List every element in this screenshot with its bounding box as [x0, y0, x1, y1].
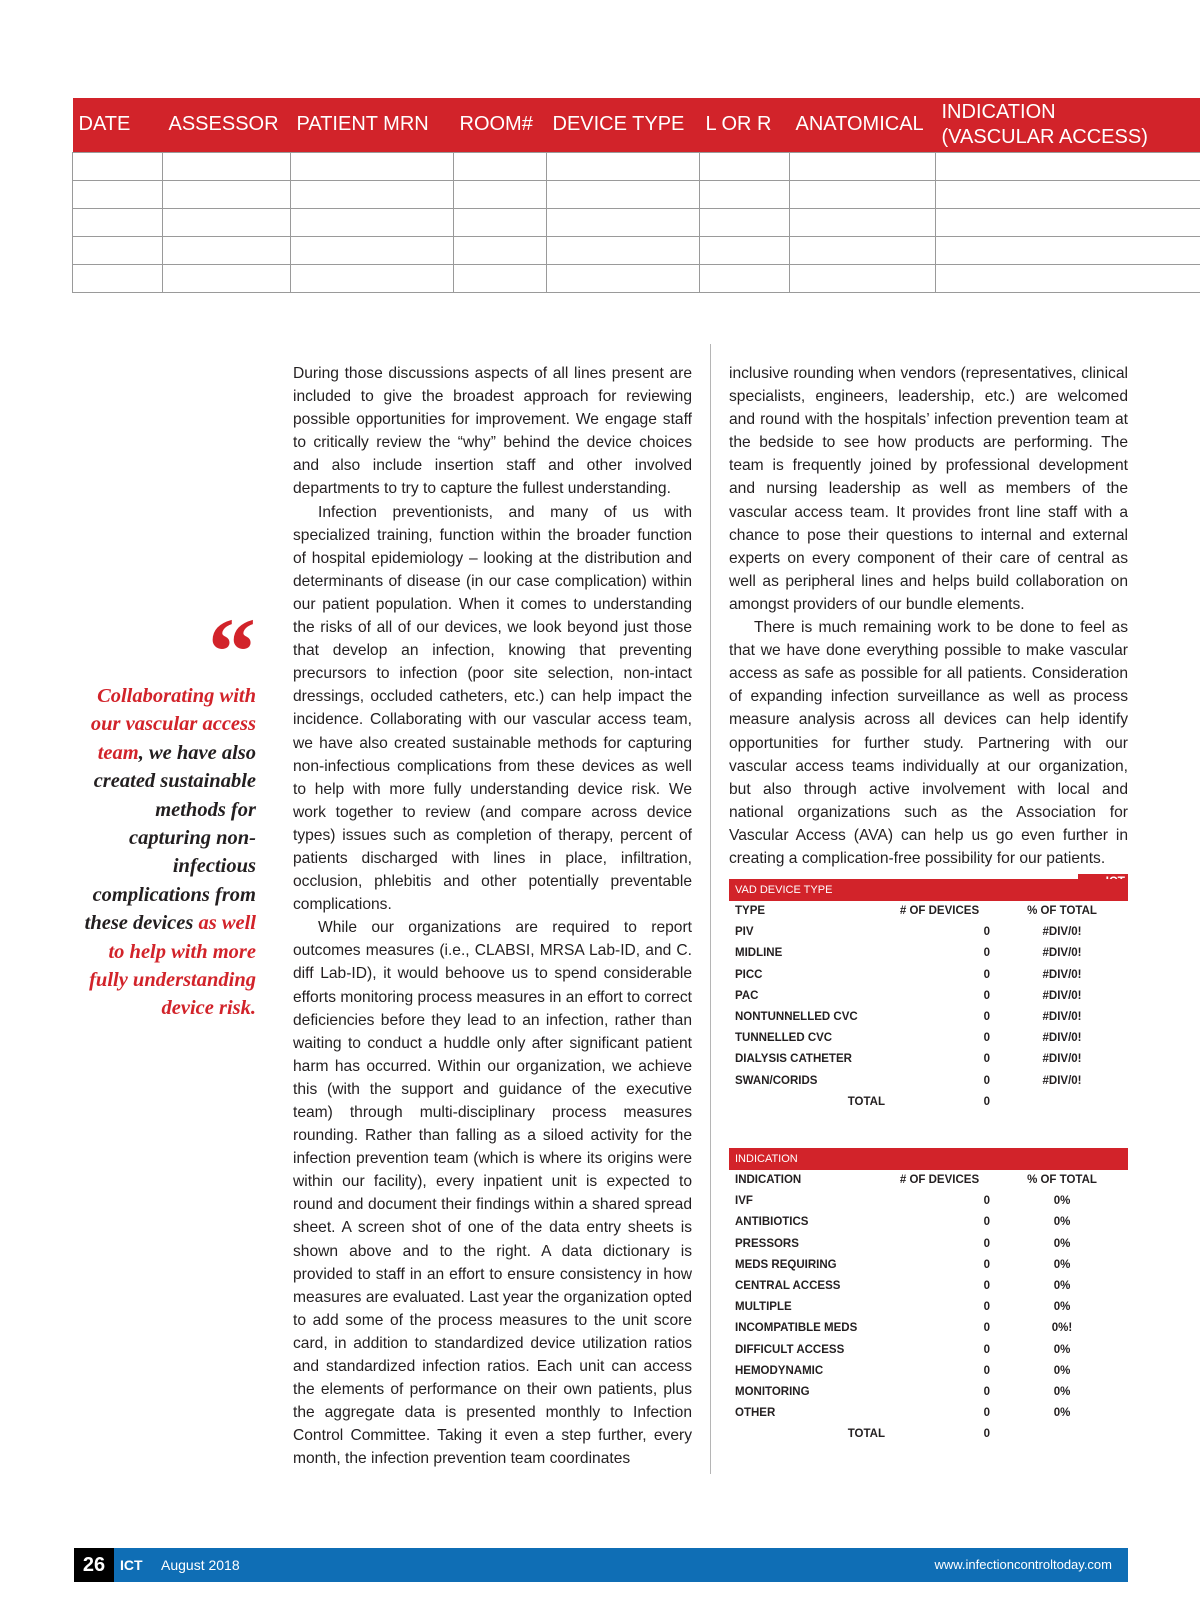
table-row	[729, 986, 1128, 1007]
quote-mark-icon: “	[208, 598, 256, 705]
row-label: HEMODYNAMIC	[735, 1364, 824, 1377]
column-header: % OF TOTAL	[1027, 905, 1097, 918]
row-label: PIV	[735, 926, 754, 939]
table-row	[73, 152, 1200, 180]
table-cell[interactable]	[163, 152, 291, 180]
row-percent: 0%	[1053, 1216, 1071, 1229]
row-label: MULTIPLE	[735, 1301, 792, 1314]
table-cell[interactable]	[936, 180, 1200, 208]
table-cell[interactable]	[73, 180, 163, 208]
row-count: 0	[983, 1216, 990, 1229]
column-header: % OF TOTAL	[1027, 1174, 1097, 1187]
pull-quote-black: , we have also created sustainable methods for capturing non-infectious complications from these devices	[84, 741, 256, 935]
row-count: 0	[983, 1011, 990, 1024]
header-patient-mrn: PATIENT MRN	[291, 98, 454, 152]
row-count: 0	[983, 1237, 990, 1250]
row-percent: #DIV/0!	[1042, 968, 1082, 981]
row-label: NONTUNNELLED CVC	[735, 1011, 858, 1024]
table-cell[interactable]	[291, 152, 454, 180]
table-cell[interactable]	[790, 236, 936, 264]
header-indication-line1: INDICATION	[941, 100, 1056, 123]
row-label: PAC	[735, 989, 759, 1002]
table-cell[interactable]	[547, 208, 700, 236]
table-cell[interactable]	[291, 236, 454, 264]
table-header-row	[729, 901, 1128, 922]
row-label: OTHER	[735, 1407, 776, 1420]
total-label: TOTAL	[847, 1428, 885, 1441]
row-label: PRESSORS	[735, 1237, 799, 1250]
row-label: ANTIBIOTICS	[735, 1216, 809, 1229]
table-row	[729, 922, 1128, 943]
header-device-type: DEVICE TYPE	[547, 98, 700, 152]
row-percent: 0%	[1053, 1195, 1071, 1208]
row-percent: #DIV/0!	[1042, 1032, 1082, 1045]
table-cell[interactable]	[936, 236, 1200, 264]
row-label: MIDLINE	[735, 947, 783, 960]
footer-url-link[interactable]: www.infectioncontroltoday.com	[934, 1557, 1112, 1572]
table-row	[729, 1340, 1128, 1361]
article-paragraph: During those discussions aspects of all lines present are included to give the broadest approach for reviewing possible opportunities for improvement. We engage staff to critically review the “why” behind the device choices and also include insertion staff and other involved departments to try to capture the fullest understanding.	[293, 365, 692, 498]
pull-quote-red: Collaborating with our vascular access team	[90, 685, 256, 764]
row-percent: #DIV/0!	[1042, 1011, 1082, 1024]
table-cell[interactable]	[163, 264, 291, 292]
table-row	[73, 208, 1200, 236]
row-count: 0	[983, 1385, 990, 1398]
total-value: 0	[983, 1095, 990, 1108]
article-column-left	[293, 362, 692, 1471]
table-cell[interactable]	[936, 208, 1200, 236]
table-row	[729, 1049, 1128, 1070]
table-row	[729, 1318, 1128, 1339]
table-cell[interactable]	[454, 152, 547, 180]
table-cell[interactable]	[700, 236, 790, 264]
table-row	[729, 1071, 1128, 1092]
table-row	[73, 180, 1200, 208]
row-count: 0	[983, 1074, 990, 1087]
header-date: DATE	[73, 98, 163, 152]
row-count: 0	[983, 1032, 990, 1045]
total-value: 0	[983, 1428, 990, 1441]
header-room: ROOM#	[454, 98, 547, 152]
row-percent: 0%	[1053, 1301, 1071, 1314]
row-percent: 0%	[1053, 1385, 1071, 1398]
table-cell[interactable]	[291, 264, 454, 292]
header-indication-line2: (VASCULAR ACCESS)	[941, 125, 1148, 148]
row-percent: 0%	[1053, 1407, 1071, 1420]
row-label: SWAN/CORIDS	[735, 1074, 818, 1087]
table-cell[interactable]	[454, 180, 547, 208]
row-label: TUNNELLED CVC	[735, 1032, 833, 1045]
header-indication	[936, 98, 1200, 152]
column-header: INDICATION	[735, 1174, 802, 1187]
table-row	[729, 1403, 1128, 1424]
table-cell[interactable]	[790, 208, 936, 236]
table-cell[interactable]	[790, 264, 936, 292]
table-cell[interactable]	[163, 236, 291, 264]
table-row	[729, 1028, 1128, 1049]
table-row	[729, 1255, 1128, 1276]
table-row	[729, 1191, 1128, 1212]
table-row	[729, 1382, 1128, 1403]
table-row	[729, 943, 1128, 964]
table-cell[interactable]	[163, 180, 291, 208]
row-count: 0	[983, 1195, 990, 1208]
table-cell[interactable]	[454, 264, 547, 292]
pull-quote	[76, 682, 256, 1023]
table-cell[interactable]	[73, 264, 163, 292]
row-label: DIALYSIS CATHETER	[735, 1053, 852, 1066]
table-cell[interactable]	[936, 264, 1200, 292]
row-count: 0	[983, 968, 990, 981]
row-label: MEDS REQUIRING	[735, 1258, 837, 1271]
article-paragraph-text: There is much remaining work to be done to feel as that we have done everything possible to make vascular access as safe as possible for all patients. Consideration of expanding infection surveillance as well as process measure analysis across all devices can help identify opportunities for further study. Partnering with our vascular access teams individually at our organization, but also through active involvement with local and national organizations such as the Association for Vascular Access (AVA) can help us go even further in creating a complication-free possibility for our patients.	[729, 619, 1128, 867]
row-percent: 0%!	[1051, 1322, 1073, 1335]
column-header: # OF DEVICES	[899, 1174, 980, 1187]
row-percent: #DIV/0!	[1042, 1074, 1082, 1087]
data-entry-table	[72, 98, 1200, 293]
total-label: TOTAL	[847, 1095, 885, 1108]
page-footer	[74, 1548, 1128, 1582]
row-percent: 0%	[1053, 1258, 1071, 1271]
footer-date: August 2018	[161, 1557, 240, 1573]
table-cell[interactable]	[700, 264, 790, 292]
total-percent	[996, 1092, 1128, 1113]
column-header: # OF DEVICES	[899, 905, 980, 918]
indication-table	[729, 1170, 1128, 1445]
row-count: 0	[983, 989, 990, 1002]
table-cell[interactable]	[700, 208, 790, 236]
table-cell[interactable]	[547, 152, 700, 180]
row-percent: #DIV/0!	[1042, 926, 1082, 939]
table-header-row	[729, 1170, 1128, 1191]
table-cell[interactable]	[291, 208, 454, 236]
table-cell[interactable]	[790, 152, 936, 180]
indication-table-title: INDICATION	[729, 1148, 1128, 1170]
table-cell[interactable]	[454, 208, 547, 236]
table-row	[729, 1007, 1128, 1028]
row-label: PICC	[735, 968, 763, 981]
table-cell[interactable]	[73, 208, 163, 236]
table-row	[729, 1276, 1128, 1297]
row-count: 0	[983, 926, 990, 939]
column-divider	[710, 344, 711, 1474]
vad-table-title: VAD DEVICE TYPE	[729, 879, 1128, 901]
row-count: 0	[983, 1301, 990, 1314]
row-percent: 0%	[1053, 1364, 1071, 1377]
table-cell[interactable]	[936, 152, 1200, 180]
article-paragraph: While our organizations are required to report outcomes measures (i.e., CLABSI, MRSA Lab-ID, and C. diff Lab-ID), it would behoove us to spend considerable efforts monitoring process measures in an effort to correct deficiencies before they lead to an infection, rather than waiting to conduct a huddle only after significant patient harm has occurred. Within our organization, we achieve this (with the support and guidance of the executive team) through multi-disciplinary process measures rounding. Rather than falling as a siloed activity for the infection prevention team (which is where its origins were within our facility), every inpatient unit is expected to round and document their findings within a shared spread sheet. A screen shot of one of the data entry sheets is shown above and to the right. A data dictionary is provided to staff in an effort to ensure consistency in how measures are evaluated. Last year the organization opted to add some of the process measures to the unit score card, in addition to standardized device utilization ratios and standardized infection ratios. Each unit can access the elements of performance on their own patients, plus the aggregate data is presented monthly to Infection Control Committee. Taking it even a step further, every month, the infection prevention team coordinates	[293, 919, 692, 1468]
header-l-or-r: L OR R	[700, 98, 790, 152]
footer-brand: ICT	[120, 1557, 143, 1573]
row-count: 0	[983, 947, 990, 960]
row-count: 0	[983, 1053, 990, 1066]
row-count: 0	[983, 1322, 990, 1335]
row-percent: 0%	[1053, 1343, 1071, 1356]
total-row	[729, 1424, 1128, 1445]
article-paragraph: Infection preventionists, and many of us with specialized training, function within the broader function of hospital epidemiology – looking at the distribution and determinants of disease (in our case complication) within our patient population. When it comes to understanding the risks of all of our devices, we look beyond just those that develop an infection, knowing that preventing precursors to infection (poor site selection, non-intact dressings, occluded catheters, etc.) can help impact the incidence. Collaborating with our vascular access team, we have also created sustainable methods for capturing non-infectious complications from these devices as well to help with more fully understanding device risk. We work together to review (and compare across device types) issues such as completion of therapy, percent of patients discharged with lines in place, infiltration, occlusion, phlebitis and other potentially preventable complications.	[293, 503, 692, 914]
row-percent: #DIV/0!	[1042, 947, 1082, 960]
table-cell[interactable]	[547, 264, 700, 292]
column-header: TYPE	[735, 905, 766, 918]
row-count: 0	[983, 1343, 990, 1356]
row-percent: #DIV/0!	[1042, 1053, 1082, 1066]
header-assessor: ASSESSOR	[163, 98, 291, 152]
row-percent: 0%	[1053, 1280, 1071, 1293]
header-anatomical: ANATOMICAL	[790, 98, 936, 152]
vad-device-type-table	[729, 901, 1128, 1113]
row-label: IVF	[735, 1195, 753, 1208]
row-percent: 0%	[1053, 1237, 1071, 1250]
row-label: MONITORING	[735, 1385, 810, 1398]
table-cell[interactable]	[700, 180, 790, 208]
table-row	[729, 965, 1128, 986]
table-row	[729, 1212, 1128, 1233]
table-cell[interactable]	[163, 208, 291, 236]
row-percent: #DIV/0!	[1042, 989, 1082, 1002]
table-header-row	[73, 98, 1200, 152]
table-cell[interactable]	[454, 236, 547, 264]
table-cell[interactable]	[700, 152, 790, 180]
article-paragraph-final	[729, 616, 1128, 870]
table-row	[729, 1361, 1128, 1382]
row-count: 0	[983, 1258, 990, 1271]
row-label: DIFFICULT ACCESS	[735, 1343, 845, 1356]
article-paragraph: inclusive rounding when vendors (representatives, clinical specialists, engineers, leadership, etc.) are welcomed and round with the hospitals’ infection prevention team at the bedside to see how products are performing. The team is frequently joined by professional development and nursing leadership as well as members of the vascular access team. It provides front line staff with a chance to pose their questions to internal and external experts on every component of their care of central as well as peripheral lines and helps build collaboration on amongst providers of our bundle elements.	[729, 365, 1128, 613]
row-label: CENTRAL ACCESS	[735, 1280, 841, 1293]
table-cell[interactable]	[547, 236, 700, 264]
page-number: 26	[74, 1548, 114, 1582]
table-cell[interactable]	[291, 180, 454, 208]
row-label: INCOMPATIBLE MEDS	[735, 1322, 858, 1335]
table-cell[interactable]	[790, 180, 936, 208]
table-row	[729, 1234, 1128, 1255]
table-row	[73, 236, 1200, 264]
row-count: 0	[983, 1280, 990, 1293]
total-row	[729, 1092, 1128, 1113]
table-row	[729, 1297, 1128, 1318]
table-cell[interactable]	[547, 180, 700, 208]
article-column-right	[729, 362, 1128, 889]
row-count: 0	[983, 1407, 990, 1420]
pull-quote-red-end: as well to help with more fully understanding device risk.	[89, 912, 256, 1020]
row-count: 0	[983, 1364, 990, 1377]
total-percent	[996, 1424, 1128, 1445]
table-row	[73, 264, 1200, 292]
table-cell[interactable]	[73, 152, 163, 180]
table-cell[interactable]	[73, 236, 163, 264]
